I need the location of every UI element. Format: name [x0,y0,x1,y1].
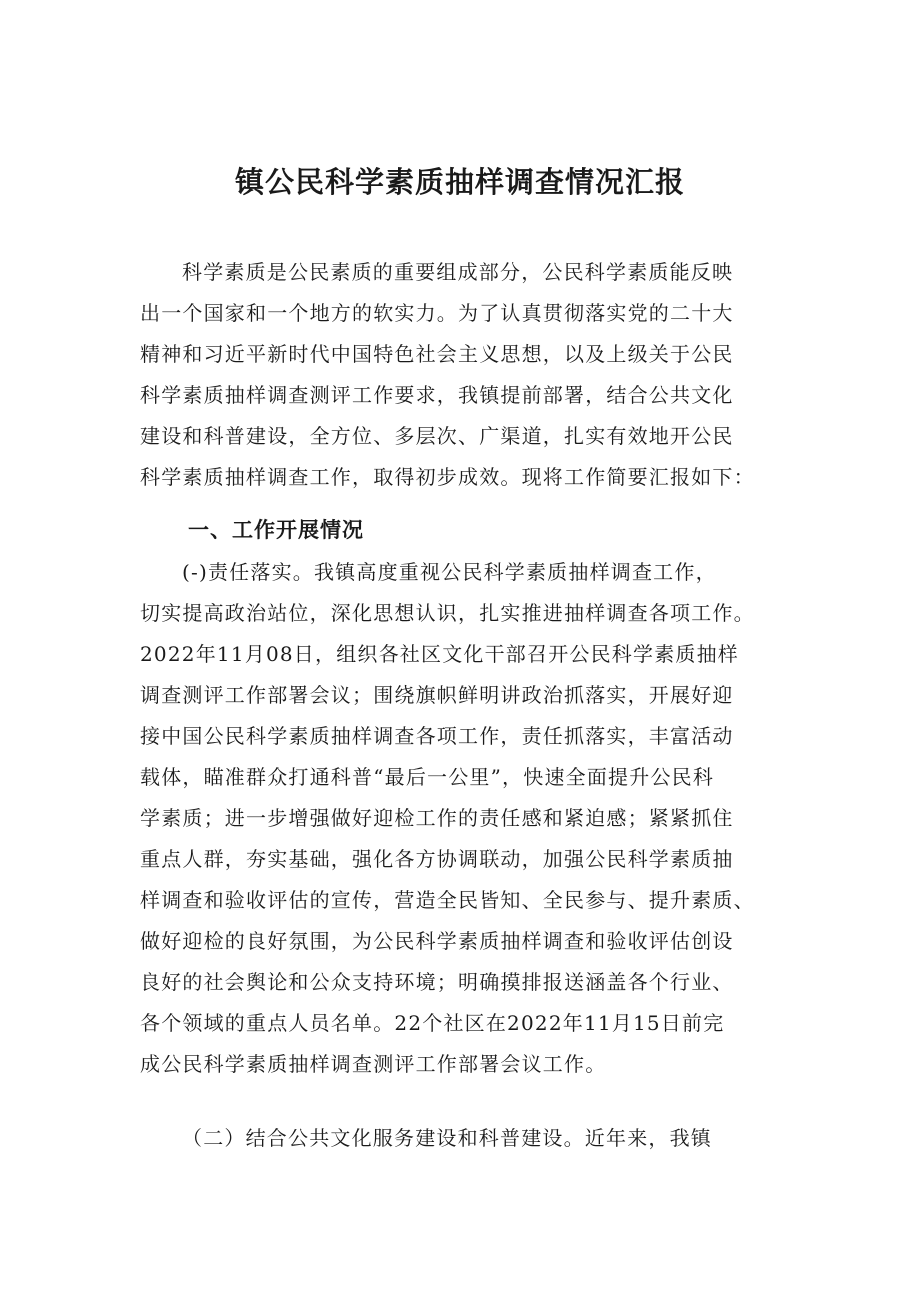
paragraph-line: 重点人群，夯实基础，强化各方协调联动，加强公民科学素质抽 [140,847,734,871]
paragraph-line: 科学素质是公民素质的重要组成部分，公民科学素质能反映 [182,260,734,284]
paragraph-line: 载体，瞄准群众打通科普“最后一公里”，快速全面提升公民科 [140,765,715,789]
paragraph-line: 接中国公民科学素质抽样调查各项工作，责任抓落实，丰富活动 [140,724,734,748]
paragraph-line: 样调查和验收评估的宣传，营造全民皆知、全民参与、提升素质、 [140,888,755,912]
paragraph-line: 科学素质抽样调查测评工作要求，我镇提前部署，结合公共文化 [140,383,734,407]
responsibility-paragraph [140,552,800,1085]
paragraph-line: 各个领域的重点人员名单。22个社区在2022年11月15日前完 [140,1011,725,1035]
paragraph-line: 切实提高政治站位，深化思想认识，扎实推进抽样调查各项工作。 [140,601,755,625]
paragraph-line: 调查测评工作部署会议；围绕旗帜鲜明讲政治抓落实，开展好迎 [140,683,734,707]
paragraph-line: 科学素质抽样调查工作，取得初步成效。现将工作简要汇报如下： [140,465,755,489]
paragraph-line: 出一个国家和一个地方的软实力。为了认真贯彻落实党的二十大 [140,301,734,325]
document-title: 镇公民科学素质抽样调查情况汇报 [234,165,685,199]
paragraph-line: 建设和科普建设，全方位、多层次、广渠道，扎实有效地开公民 [140,424,734,448]
intro-paragraph [140,252,800,498]
paragraph-line: 2022年11月08日，组织各社区文化干部召开公民科学素质抽样 [140,642,739,666]
paragraph-line: 学素质；进一步增强做好迎检工作的责任感和紧迫感；紧紧抓住 [140,806,734,830]
section-heading: 一、工作开展情况 [188,518,364,542]
paragraph-line: 做好迎检的良好氛围，为公民科学素质抽样调查和验收评估创设 [140,929,734,953]
paragraph-line: 精神和习近平新时代中国特色社会主义思想，以及上级关于公民 [140,342,734,366]
paragraph-line: (-)责任落实。我镇高度重视公民科学素质抽样调查工作， [182,560,717,584]
paragraph-line: 成公民科学素质抽样调查测评工作部署会议工作。 [140,1052,607,1076]
paragraph-line: 良好的社会舆论和公众支持环境；明确摸排报送涵盖各个行业、 [140,970,734,994]
public-culture-paragraph [140,1118,800,1159]
paragraph-line: （二）结合公共文化服务建设和科普建设。近年来，我镇 [182,1126,712,1150]
